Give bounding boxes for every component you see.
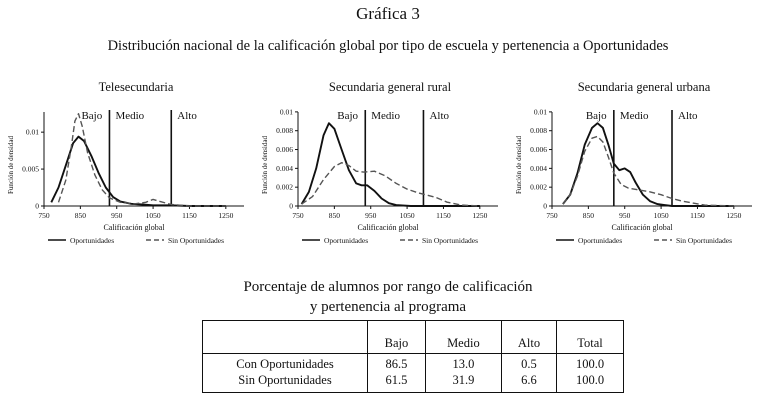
x-tick-label: 750 [546,211,558,220]
table-cell: 0.5 [501,354,556,373]
chart-title: Telesecundaria [98,80,174,94]
table-header-cell: Alto [501,321,556,354]
percentage-table [202,320,624,393]
y-tick-label: 0.008 [530,126,547,136]
y-axis-label: Función de densidad [261,136,269,194]
table-title-line-2: y pertenencia al programa [309,299,467,315]
figure-title: Gráfica 3 [356,4,420,23]
x-tick-label: 750 [292,211,304,220]
y-tick-label: 0.004 [276,163,293,173]
y-tick-label: 0.002 [530,182,547,192]
x-tick-label: 1050 [653,211,669,220]
y-tick-label: 0.01 [25,127,39,137]
y-tick-label: 0.006 [276,145,293,155]
region-label: Bajo [585,110,607,122]
series-line-oportunidades [563,123,734,206]
table-row [203,372,624,393]
x-tick-label: 950 [619,211,631,220]
legend-label: Sin Oportunidades [422,236,479,245]
legend-label: Oportunidades [578,236,623,245]
region-label: Medio [619,110,649,122]
x-axis-label: Calificación global [357,223,419,232]
y-axis-label: Función de densidad [515,136,523,194]
figure-subtitle: Distribución nacional de la calificación global por tipo de escuela y pertenencia a Oportunidades [107,38,669,54]
table-header-cell: Medio [425,321,501,354]
legend-label: Oportunidades [70,236,115,245]
table-header-row [203,321,624,354]
table-title-line-1: Porcentaje de alumnos por rango de calificación [243,279,533,295]
table-header-cell: Bajo [368,321,426,354]
table-cell: Con Oportunidades [203,354,368,373]
table-cell: 6.6 [501,372,556,393]
table-cell: 61.5 [368,372,426,393]
x-tick-label: 1150 [690,211,705,220]
y-tick-label: 0.01 [533,107,547,117]
legend-label: Oportunidades [324,236,369,245]
series-line-sin-oportunidades [59,114,226,206]
table-row [203,354,624,373]
y-tick-label: 0.006 [530,145,547,155]
table-cell: 31.9 [425,372,501,393]
series-line-sin-oportunidades [563,136,734,206]
x-tick-label: 850 [582,211,594,220]
x-tick-label: 850 [328,211,340,220]
series-line-sin-oportunidades [302,163,480,206]
x-tick-label: 750 [38,211,50,220]
x-tick-label: 1050 [145,211,161,220]
y-tick-label: 0.008 [276,126,293,136]
y-axis-label: Función de densidad [7,136,15,194]
legend-label: Sin Oportunidades [676,236,733,245]
y-tick-label: 0 [289,201,293,211]
x-axis-label: Calificación global [611,223,673,232]
y-tick-label: 0.004 [530,163,547,173]
region-label: Medio [115,110,145,122]
y-tick-label: 0.01 [279,107,293,117]
region-label: Bajo [337,110,359,122]
table-header-cell: Total [557,321,624,354]
region-label: Medio [371,110,401,122]
table-cell: 13.0 [425,354,501,373]
x-tick-label: 950 [365,211,377,220]
chart-svg [258,76,508,262]
x-tick-label: 1150 [182,211,197,220]
y-tick-label: 0 [543,201,547,211]
table-cell: 100.0 [575,356,605,371]
chart-svg [4,76,254,262]
y-tick-label: 0 [35,201,39,211]
chart-svg [512,76,762,262]
x-axis-label: Calificación global [103,223,165,232]
density-chart-secundaria-rural [258,76,508,267]
series-line-oportunidades [302,123,480,206]
chart-title: Secundaria general rural [328,80,452,94]
region-label: Alto [177,110,197,122]
y-tick-label: 0.002 [276,182,293,192]
y-tick-label: 0.005 [22,164,39,174]
x-tick-label: 950 [111,211,123,220]
region-label: Alto [429,110,450,122]
density-chart-telesecundaria [4,76,254,267]
x-tick-label: 1250 [472,211,488,220]
x-tick-label: 1150 [436,211,451,220]
x-tick-label: 850 [74,211,86,220]
table-header-cell [203,321,368,354]
x-tick-label: 1250 [218,211,234,220]
table-cell: 86.5 [368,354,426,373]
x-tick-label: 1250 [726,211,742,220]
density-chart-secundaria-urbana [512,76,762,267]
legend-label: Sin Oportunidades [168,236,225,245]
series-line-oportunidades [51,137,226,206]
region-label: Bajo [81,110,103,122]
table-cell: Sin Oportunidades [203,372,368,393]
chart-title: Secundaria general urbana [577,80,711,94]
table-cell: 100.0 [575,372,605,387]
region-label: Alto [678,110,698,122]
x-tick-label: 1050 [399,211,415,220]
